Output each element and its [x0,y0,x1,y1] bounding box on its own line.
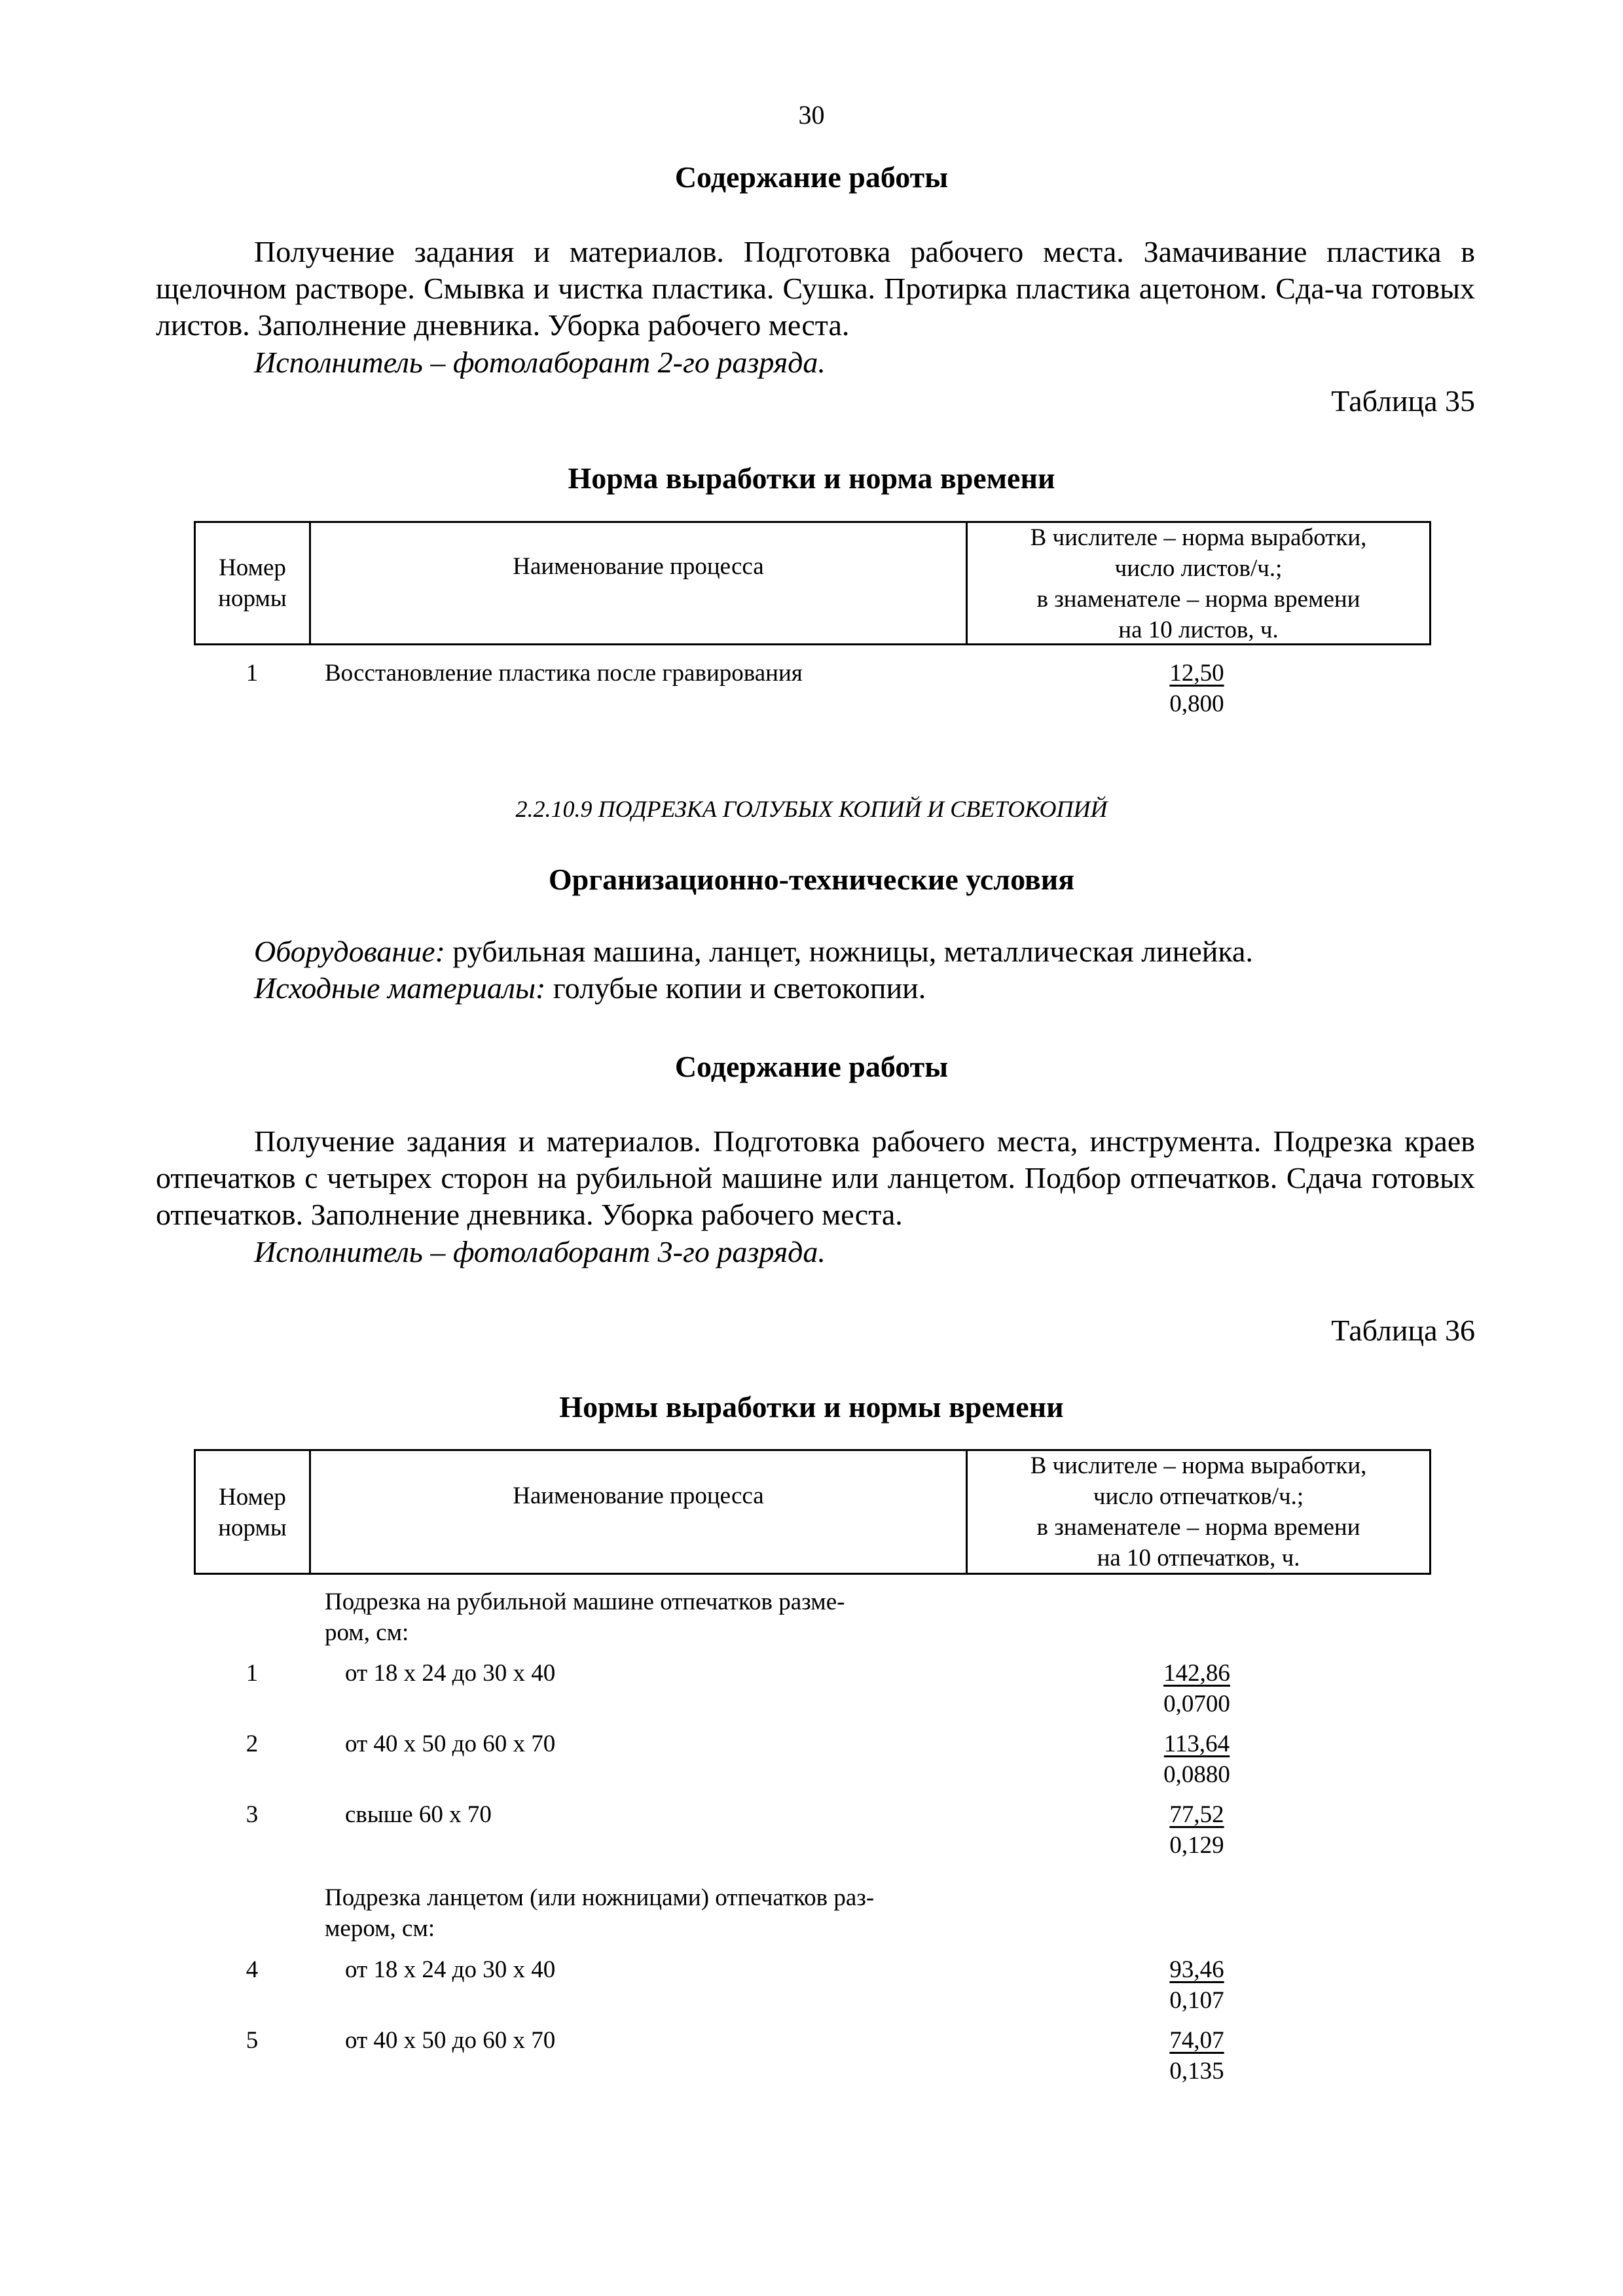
header-number-line-1: Номер [219,554,286,581]
table-35-label: Таблица 35 [1331,384,1475,418]
norm-time: 0,135 [1169,2058,1224,2085]
table-36-row-4-value [1118,1954,1275,2016]
table-35-row-number: 1 [246,660,259,687]
header-number-line-1: Номер [219,1484,286,1511]
header-norm-line-4: на 10 листов, ч. [1118,617,1279,643]
group-1-line-2: ром, см: [325,1619,409,1646]
group-1-line-1: Подрезка на рубильной машине отпечатков разме- [325,1588,845,1615]
section-code: 2.2.10.9 ПОДРЕЗКА ГОЛУБЫХ КОПИЙ И СВЕТОКОПИЙ [515,796,1108,822]
header-norm-line-3: в знаменателе – норма времени [1036,586,1360,613]
table-35-title: Норма выработки и норма времени [568,461,1055,495]
table-36-header-norm [968,1450,1429,1573]
table-36-row-1-process: от 18 х 24 до 30 х 40 [345,1660,556,1687]
table-35-header-process: Наименование процесса [513,553,764,580]
performer-text: Исполнитель – фотолаборант 2-го разряда. [254,346,826,379]
header-norm-line-1: В числителе – норма выработки, [1030,1452,1367,1479]
table-36-row-4-number: 4 [246,1956,259,1983]
table-36-row-5-number: 5 [246,2027,259,2054]
table-36-group-1 [325,1587,845,1648]
materials-label: Исходные материалы: [254,971,546,1005]
norm-output: 93,46 [1169,1956,1224,1983]
table-36-row-2-number: 2 [246,1731,259,1757]
table-36-row-2-value [1118,1729,1275,1790]
norm-output: 142,86 [1163,1660,1230,1687]
table-36-row-5-process: от 40 х 50 до 60 х 70 [345,2027,556,2054]
norm-time: 0,107 [1169,1987,1224,2014]
materials-line [254,970,1475,1007]
table-36-row-1-number: 1 [246,1660,259,1687]
table-36-row-5-value [1118,2025,1275,2087]
table-36-row-4-process: от 18 х 24 до 30 х 40 [345,1956,556,1983]
table-35-right-border [1429,521,1431,645]
page-number: 30 [798,100,825,130]
performer-line [254,344,1475,381]
header-norm-line-3: в знаменателе – норма времени [1036,1514,1360,1541]
performer-line-2 [254,1234,1475,1270]
header-norm-line-4: на 10 отпечатков, ч. [1097,1545,1300,1571]
table-36-row-3-value [1118,1799,1275,1861]
work-content-text-2: Получение задания и материалов. Подготовка рабочего места, инструмента. Подрезка краев отпечатков с четырех сторон на рубильной машине или ланцетом. Подбор отпечатков. Сдача готовых отпечатков. Заполнение дневника. Уборка рабочего места. [156,1124,1475,1231]
table-35-row-process: Восстановление пластика после гравирования [325,660,803,687]
table-36-row-3-process: свыше 60 х 70 [345,1801,492,1828]
performer-text-2: Исполнитель – фотолаборант 3-го разряда. [254,1235,826,1268]
norm-time: 0,0700 [1163,1691,1230,1717]
equipment-line [254,933,1475,970]
materials-text: голубые копии и светокопии. [545,971,926,1005]
norm-time: 0,800 [1169,691,1224,717]
table-36-right-border [1429,1449,1431,1575]
norm-time: 0,129 [1169,1832,1224,1859]
table-36-group-2 [325,1882,874,1944]
norm-output: 74,07 [1169,2027,1224,2054]
norm-output: 77,52 [1169,1801,1224,1828]
work-content-text: Получение задания и материалов. Подготовка рабочего места. Замачивание пластика в щелочном растворе. Смывка и чистка пластика. Сушка. Протирка пластика ацетоном. Сда-ча готовых листов. Заполнение дневника. Уборка рабочего места. [156,235,1475,342]
table-36-row-3-number: 3 [246,1801,259,1828]
table-36-label: Таблица 36 [1331,1314,1475,1347]
table-36-row-1-value [1118,1658,1275,1719]
table-35-header-norm [968,522,1429,645]
header-number-line-2: нормы [218,585,287,612]
table-35-col-divider-1 [309,521,311,645]
table-36-col-divider-1 [309,1449,311,1575]
equipment-text: рубильная машина, ланцет, ножницы, металлическая линейка. [445,935,1253,968]
table-36-row-2-process: от 40 х 50 до 60 х 70 [345,1731,556,1757]
header-norm-line-1: В числителе – норма выработки, [1030,524,1367,551]
table-36-title: Нормы выработки и нормы времени [559,1390,1064,1424]
table-36-header-number [196,1482,309,1543]
table-35-header-number [196,552,309,614]
org-tech-heading: Организационно-технические условия [548,863,1075,896]
header-number-line-2: нормы [218,1515,287,1541]
norm-output: 12,50 [1169,660,1224,687]
header-norm-line-2: число отпечатков/ч.; [1093,1483,1304,1510]
norm-output: 113,64 [1163,1731,1230,1757]
equipment-label: Оборудование: [254,935,445,968]
norm-time: 0,0880 [1163,1761,1230,1788]
work-content-heading: Содержание работы [674,160,949,194]
work-content-heading-2: Содержание работы [674,1050,949,1083]
table-35-row-value [1118,658,1275,719]
header-norm-line-2: число листов/ч.; [1114,555,1283,582]
table-36-header-process: Наименование процесса [513,1482,764,1509]
group-2-line-1: Подрезка ланцетом (или ножницами) отпечатков раз- [325,1884,875,1911]
group-2-line-2: мером, см: [325,1915,435,1942]
